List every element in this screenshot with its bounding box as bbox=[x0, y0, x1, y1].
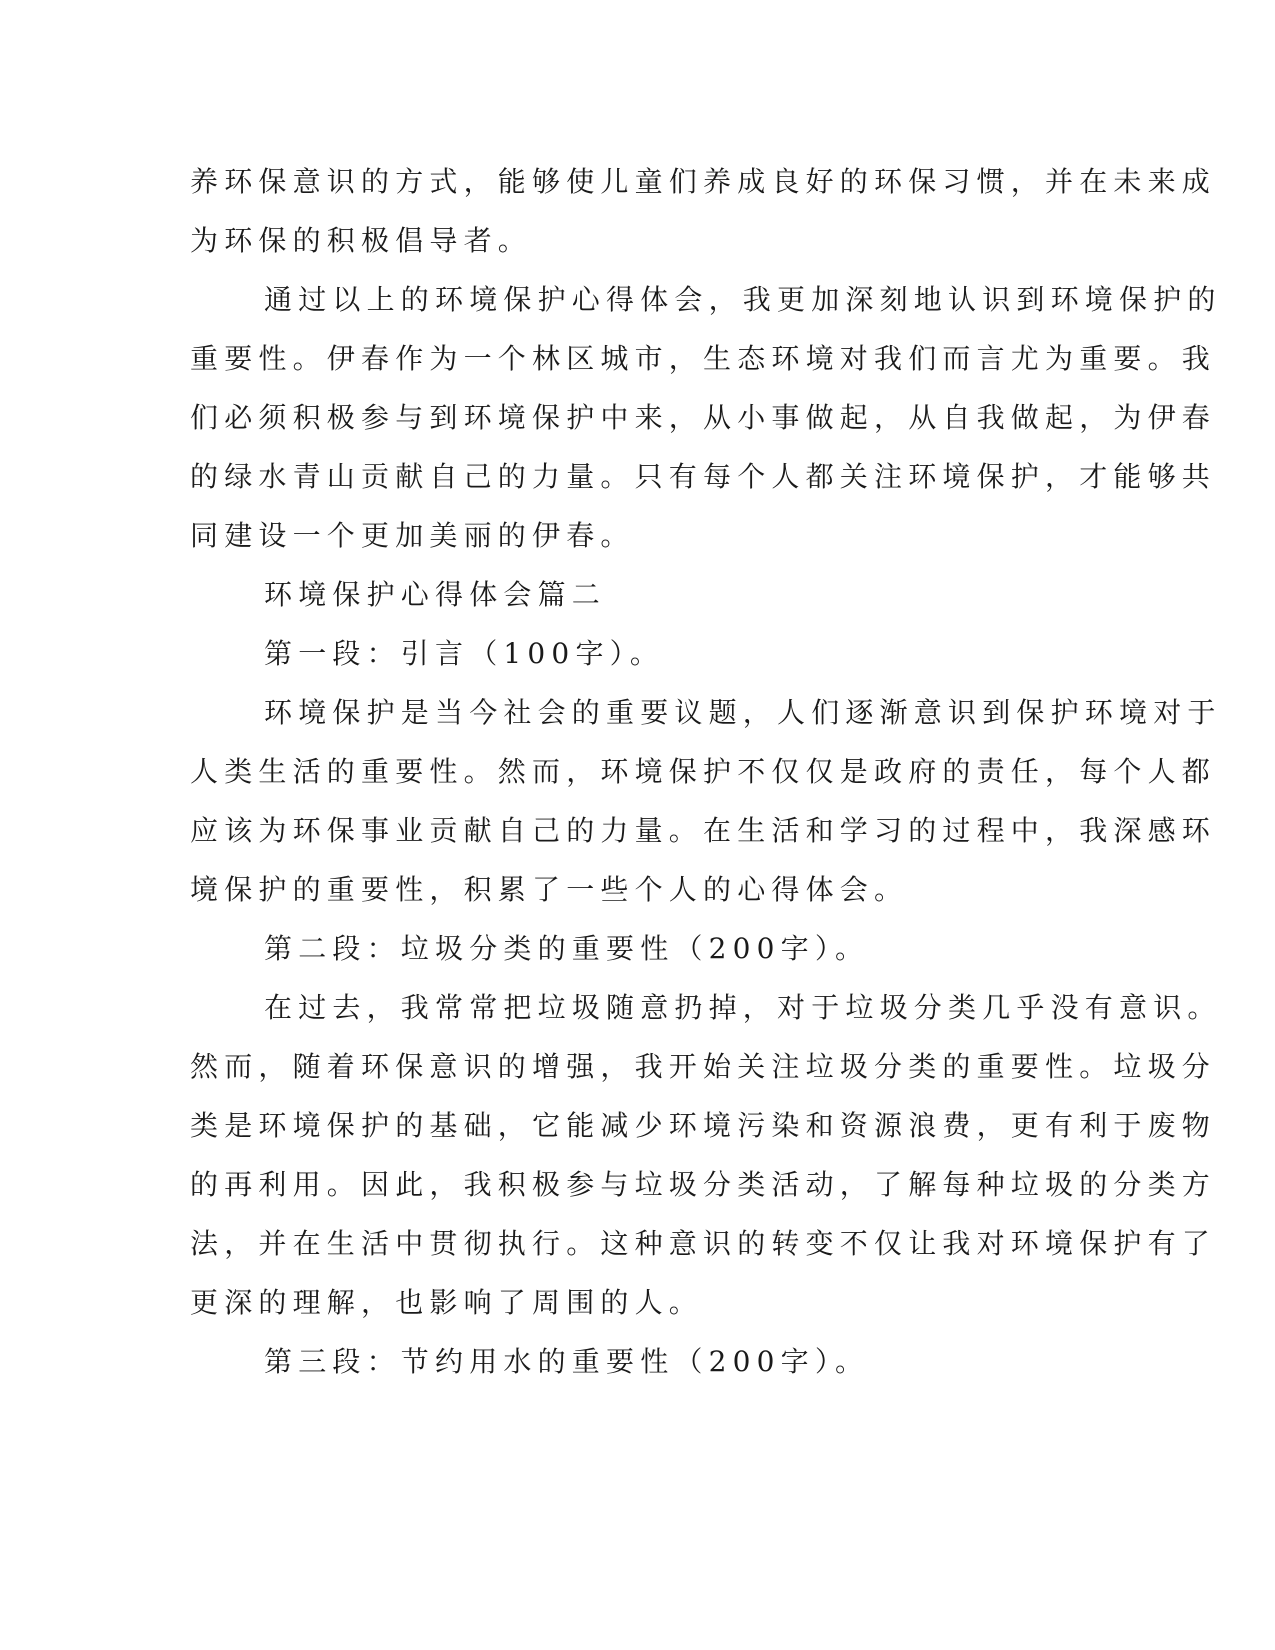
text-line: 养环保意识的方式，能够使儿童们养成良好的环保习惯，并在未来成 bbox=[190, 165, 1217, 198]
text-line: 的绿水青山贡献自己的力量。只有每个人都关注环境保护，才能够共 bbox=[190, 460, 1217, 493]
text-line: 们必须积极参与到环境保护中来，从小事做起，从自我做起，为伊春 bbox=[190, 401, 1217, 434]
paragraph-heading: 第二段：垃圾分类的重要性（200字）。 bbox=[264, 932, 870, 965]
text-line: 重要性。伊春作为一个林区城市，生态环境对我们而言尤为重要。我 bbox=[190, 342, 1217, 375]
paragraph-heading: 第三段：节约用水的重要性（200字）。 bbox=[264, 1345, 870, 1378]
text-line: 类是环境保护的基础，它能减少环境污染和资源浪费，更有利于废物 bbox=[190, 1109, 1217, 1142]
text-line: 的再利用。因此，我积极参与垃圾分类活动，了解每种垃圾的分类方 bbox=[190, 1168, 1217, 1201]
paragraph-first-line: 在过去，我常常把垃圾随意扔掉，对于垃圾分类几乎没有意识。 bbox=[264, 991, 1222, 1024]
paragraph-first-line: 环境保护是当今社会的重要议题，人们逐渐意识到保护环境对于 bbox=[264, 696, 1222, 729]
text-line: 人类生活的重要性。然而，环境保护不仅仅是政府的责任，每个人都 bbox=[190, 755, 1217, 788]
paragraph-first-line: 通过以上的环境保护心得体会，我更加深刻地认识到环境保护的 bbox=[264, 283, 1222, 316]
text-line: 然而，随着环保意识的增强，我开始关注垃圾分类的重要性。垃圾分 bbox=[190, 1050, 1217, 1083]
text-line: 为环保的积极倡导者。 bbox=[190, 224, 533, 257]
text-line: 同建设一个更加美丽的伊春。 bbox=[190, 519, 635, 552]
text-line: 更深的理解，也影响了周围的人。 bbox=[190, 1286, 704, 1319]
section-heading: 环境保护心得体会篇二 bbox=[264, 578, 607, 611]
text-line: 法，并在生活中贯彻执行。这种意识的转变不仅让我对环境保护有了 bbox=[190, 1227, 1217, 1260]
text-line: 境保护的重要性，积累了一些个人的心得体会。 bbox=[190, 873, 909, 906]
text-line: 应该为环保事业贡献自己的力量。在生活和学习的过程中，我深感环 bbox=[190, 814, 1217, 847]
paragraph-heading: 第一段：引言（100字）。 bbox=[264, 637, 665, 670]
